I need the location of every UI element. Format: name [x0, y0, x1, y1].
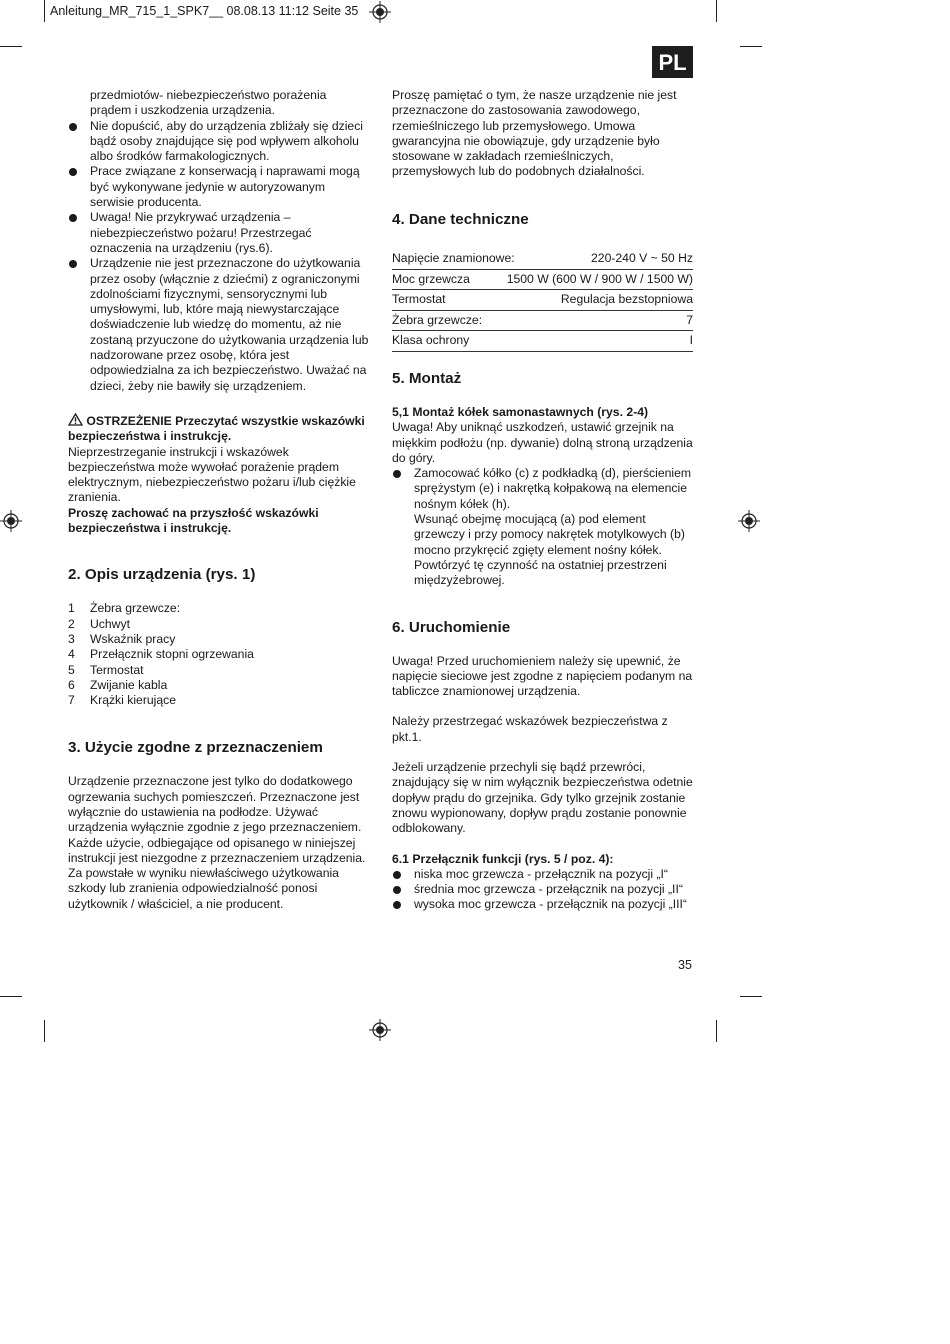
paragraph: Wsunąć obejmę mocującą (a) pod element grzewczy i przy pomocy nakrętek motylkowych (b) mocno przykręcić zgięty element nośny kółek. Powtórzyć tę czynność na ostatniej przestrzeni międzyżebrowej.: [414, 512, 685, 588]
paragraph: Uwaga! Przed uruchomieniem należy się upewnić, że napięcie sieciowe jest zgodne z napięciem podanym na tabliczce znamionowej urządzenia.: [392, 653, 693, 699]
crop-mark: [740, 996, 762, 997]
paragraph: Uwaga! Aby uniknąć uszkodzeń, ustawić grzejnik na miękkim podłożu (np. dywanie) dolną stroną urządzenia do góry.: [392, 420, 693, 465]
crop-mark: [716, 0, 717, 22]
list-item: 7 Krążki kierujące: [68, 693, 177, 708]
crop-mark: [44, 0, 45, 22]
list-item: 6 Zwijanie kabla: [68, 677, 168, 692]
warning-triangle-icon: [68, 413, 83, 426]
registration-mark-icon: [738, 510, 760, 532]
language-badge: PL: [652, 46, 693, 78]
registration-mark-icon: [369, 1, 391, 23]
section-6-title: 6. Uruchomienie: [392, 618, 511, 636]
list-item: 2 Uchwyt: [68, 616, 130, 631]
paragraph: przedmiotów- niebezpieczeństwo porażenia prądem i uszkodzenia urządzenia.: [90, 88, 327, 118]
registration-mark-icon: [0, 510, 22, 532]
paragraph: Proszę pamiętać o tym, że nasze urządzenie nie jest przeznaczone do zastosowania zawodowego, rzemieślniczego lub przemysłowego. Umowa gwarancyjna nie obowiązuje, gdy urządzenie było stosowane w zakładach rzemieślniczych, przemysłowych lub do podobnych działalności.: [392, 88, 677, 179]
bullet-item: Urządzenie nie jest przeznaczone do użytkowania przez osoby (włącznie z dziećmi) z ograniczonymi zdolnościami fizycznymi, sensorycznymi lub umysłowymi, lub, które mają niewystarczające doświadczenie lub wiedzę do momentu, aż nie zostaną przyuczone do użytkowania urządzenia lub nadzorowane przez osobę, która jest odpowiedzialna za ich bezpieczeństwo. Uważać na dzieci, żeby nie bawiły się urządzeniem.: [68, 256, 370, 394]
table-row: Napięcie znamionowe: 220-240 V ~ 50 Hz: [392, 249, 693, 270]
crop-mark: [44, 1020, 45, 1042]
table-row: Termostat Regulacja bezstopniowa: [392, 290, 693, 311]
subsection-title: 5,1 Montaż kółek samonastawnych (rys. 2-4): [392, 405, 649, 419]
crop-mark: [0, 46, 22, 47]
bullet-item: średnia moc grzewcza - przełącznik na pozycji „II“: [392, 882, 694, 897]
bullet-item: niska moc grzewcza - przełącznik na pozycji „I“: [392, 867, 694, 882]
list-item: 1 Żebra grzewcze:: [68, 601, 181, 616]
registration-mark-icon: [369, 1019, 391, 1041]
paragraph: Urządzenie przeznaczone jest tylko do dodatkowego ogrzewania suchych pomieszczeń. Przeznaczone jest wyłącznie do ustawienia na podłodze. Używać urządzenia wyłącznie zgodnie z jego przeznaczeniem. Każde użycie, odbiegające od opisanego w niniejszej instrukcji jest niezgodne z przeznaczeniem urządzenia. Za powstałe w wyniku niewłaściwego użytkowania szkody lub zranienia odpowiedzialność ponosi użytkownik / właściciel, a nie producent.: [68, 774, 366, 911]
bullet-item: Uwaga! Nie przykrywać urządzenia – niebezpieczeństwo pożaru! Przestrzegać oznaczenia na urządzeniu (rys.6).: [68, 210, 370, 256]
section-2-title: 2. Opis urządzenia (rys. 1): [68, 566, 256, 584]
crop-mark: [716, 1020, 717, 1042]
right-column-lower: [392, 370, 694, 913]
bullet-item: Prace związane z konserwacją i naprawami mogą być wykonywane jedynie w autoryzowanym serwisie producenta.: [68, 164, 370, 210]
right-column: [392, 88, 694, 229]
table-row: Moc grzewcza 1500 W (600 W / 900 W / 1500 W): [392, 270, 693, 291]
crop-mark: [0, 996, 22, 997]
bullet-item: Nie dopuścić, aby do urządzenia zbliżały się dzieci bądź osoby znajdujące się pod wpływem alkoholu albo środków farmakologicznych.: [68, 119, 370, 165]
warning-text: Nieprzestrzeganie instrukcji i wskazówek bezpieczeństwa może wywołać porażenie prądem elektrycznym, niebezpieczeństwo pożaru i/lub ciężkie zranienia.: [68, 444, 356, 505]
table-row: Klasa ochrony I: [392, 331, 693, 352]
spec-table: [392, 249, 693, 352]
bullet-item: wysoka moc grzewcza - przełącznik na pozycji „III“: [392, 897, 694, 912]
list-item: 5 Termostat: [68, 662, 144, 677]
print-header: Anleitung_MR_715_1_SPK7__ 08.08.13 11:12 Seite 35: [50, 4, 359, 18]
section-3-title: 3. Użycie zgodne z przeznaczeniem: [68, 739, 323, 757]
paragraph: Jeżeli urządzenie przechyli się bądź przewróci, znajdujący się w nim wyłącznik bezpieczeństwa odetnie dopływ prądu do grzejnika. Gdy tylko grzejnik zostanie znowu wypionowany, dopływ prądu zostanie ponownie odblokowany.: [392, 760, 693, 836]
warning-title: [68, 413, 370, 445]
list-item: 4 Przełącznik stopni ogrzewania: [68, 647, 254, 662]
section-4-title: 4. Dane techniczne: [392, 210, 529, 228]
section-5-title: 5. Montaż: [392, 370, 462, 387]
warning-bold: Proszę zachować na przyszłość wskazówki bezpieczeństwa i instrukcję.: [68, 505, 319, 536]
left-column: [68, 88, 370, 912]
table-row: Żebra grzewcze: 7: [392, 311, 693, 332]
list-item: 3 Wskaźnik pracy: [68, 631, 176, 646]
page-number: 35: [678, 958, 692, 972]
paragraph: Należy przestrzegać wskazówek bezpieczeństwa z pkt.1.: [392, 714, 668, 744]
crop-mark: [740, 46, 762, 47]
bullet-item: Zamocować kółko (c) z podkładką (d), pierścieniem sprężystym (e) i nakrętką kołpakową na elemencie nośnym kółek (h).: [392, 466, 694, 512]
subsection-title: 6.1 Przełącznik funkcji (rys. 5 / poz. 4):: [392, 851, 614, 866]
warning-title-text: OSTRZEŻENIE Przeczytać wszystkie wskazówki bezpieczeństwa i instrukcję.: [68, 413, 365, 444]
